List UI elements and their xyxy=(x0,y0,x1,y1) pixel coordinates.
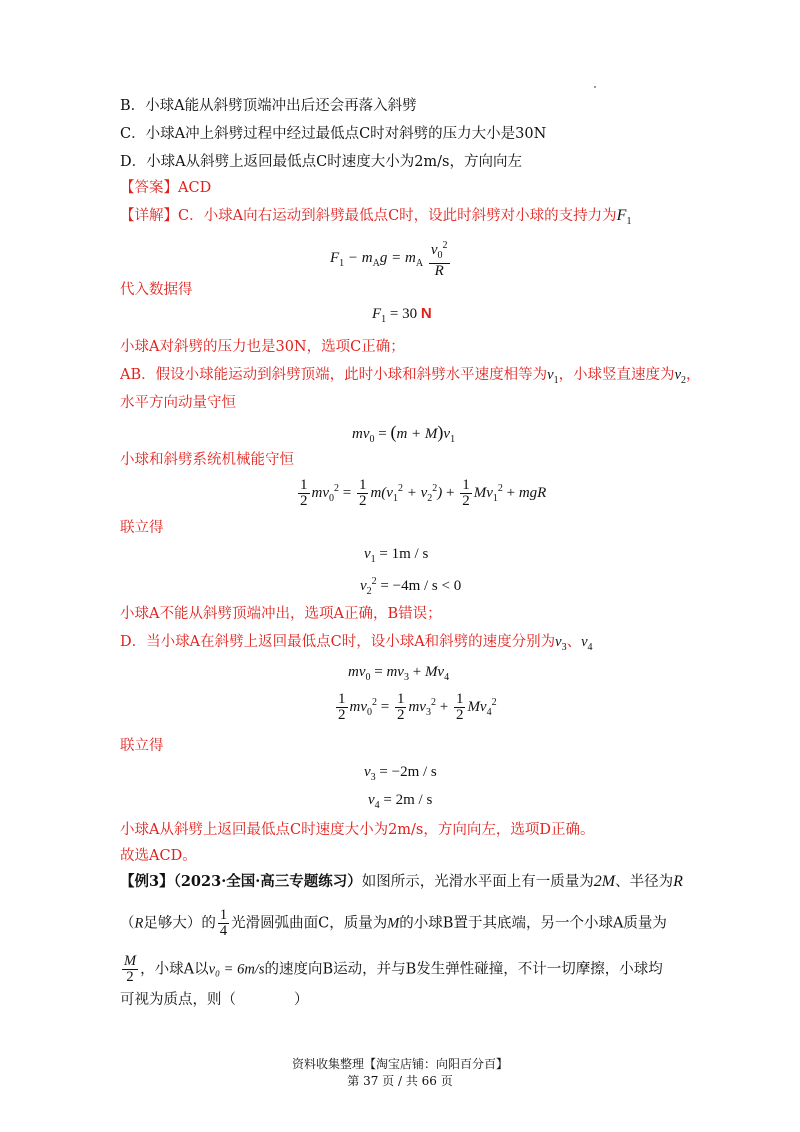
option-b: B．小球A能从斜劈顶端冲出后还会再落入斜劈 xyxy=(120,98,417,114)
substitute-line: 代入数据得 xyxy=(120,282,193,298)
ab-intro-line: AB．假设小球能运动到斜劈顶端，此时小球和斜劈水平速度相等为$v_1$，小球竖直速度为$v_2$， xyxy=(120,367,701,386)
quarter-fraction: $\frac{1}{4}$ xyxy=(219,907,228,939)
momentum-line: 水平方向动量守恒 xyxy=(120,395,236,411)
detail-c-line xyxy=(120,206,631,232)
option-c: C．小球A冲上斜劈过程中经过最低点C时对斜劈的压力大小是30N xyxy=(120,126,547,142)
detail-label: 【详解】 xyxy=(120,208,178,224)
example3-label: 【例3】 xyxy=(120,873,174,890)
equation-circular: $F_1 - m_Ag = m_A$ $\frac{v_0^2}{R}$ xyxy=(330,240,448,279)
equation-v2: $v_2^2 = -4m / s < 0$ xyxy=(360,576,462,597)
equation-momentum2: $mv_0 = mv_3 + Mv_4$ xyxy=(348,664,450,683)
f1-symbol: $F_1$ xyxy=(616,207,632,228)
option-d: D．小球A从斜劈上返回最低点C时速度大小为2m/s，方向向左 xyxy=(120,154,522,170)
detail-c-intro: C．小球A向右运动到斜劈最低点C时，设此时斜劈对小球的支持力为 xyxy=(178,208,617,224)
speck-mark xyxy=(594,86,596,88)
equation-v3: $v_3 = -2m / s$ xyxy=(364,764,437,783)
footer-source: 资料收集整理【淘宝店铺：向阳百分百】 xyxy=(291,1057,508,1071)
equation-v1: $v_1 = 1m / s$ xyxy=(364,546,429,565)
massA-fraction: $\frac{M}{2}$ xyxy=(124,953,137,985)
example3-source: （2023·全国·高三专题练习） xyxy=(173,873,362,890)
equation-f1: $F_1 = 30$ N xyxy=(372,305,432,325)
example3-line2: （R足够大）的 $\frac{1}{4}$ 光滑圆弧曲面C，质量为M的小球B置于其底端，另一个小球A质量为 xyxy=(120,907,667,939)
equation-momentum: $mv_0 = (m + M)v_1$ xyxy=(352,422,456,445)
example3-line3: $\frac{M}{2}$ ，小球A以v₀ = 6m/s的速度向B运动，并与B发生弹性碰撞，不计一切摩擦，小球均 xyxy=(124,953,663,985)
pressure-line: 小球A对斜劈的压力也是30N，选项C正确； xyxy=(120,339,405,355)
a-conclusion-line: 小球A不能从斜劈顶端冲出，选项A正确，B错误； xyxy=(120,606,442,622)
answer-line xyxy=(120,178,211,198)
final-line: 故选ACD。 xyxy=(120,848,197,864)
answer-label: 【答案】 xyxy=(120,180,178,196)
solve2-line: 联立得 xyxy=(120,738,164,754)
d-conclusion-line: 小球A从斜劈上返回最低点C时速度大小为2m/s，方向向左，选项D正确。 xyxy=(120,822,595,838)
equation-energy2: $\frac{1}{2}$ $mv_0^2$ = $\frac{1}{2}$ $mv_3^2$ + $\frac{1}{2}$ $Mv_4^2$ xyxy=(338,691,497,723)
equation-energy: $\frac{1}{2}$ $mv_0^2$ = $\frac{1}{2}$ $m(v_1^2 + v_2^2)$ + $\frac{1}{2}$ $Mv_1^2$ + mgR xyxy=(300,477,547,509)
answer-value: ACD xyxy=(178,180,212,196)
footer-page: 第 37 页 / 共 66 页 xyxy=(347,1074,453,1088)
energy-line: 小球和斜劈系统机械能守恒 xyxy=(120,452,294,468)
d-intro-line: D．当小球A在斜劈上返回最低点C时，设小球A和斜劈的速度分别为$v_3$、$v_4$ xyxy=(120,634,593,653)
example3-line1: 【例3】（2023·全国·高三专题练习）如图所示，光滑水平面上有一质量为2M、半径为R xyxy=(120,873,683,890)
equation-v4: $v_4 = 2m / s$ xyxy=(368,792,433,811)
example3-line4: 可视为质点，则（ ） xyxy=(120,992,309,1008)
solve1-line: 联立得 xyxy=(120,520,164,536)
